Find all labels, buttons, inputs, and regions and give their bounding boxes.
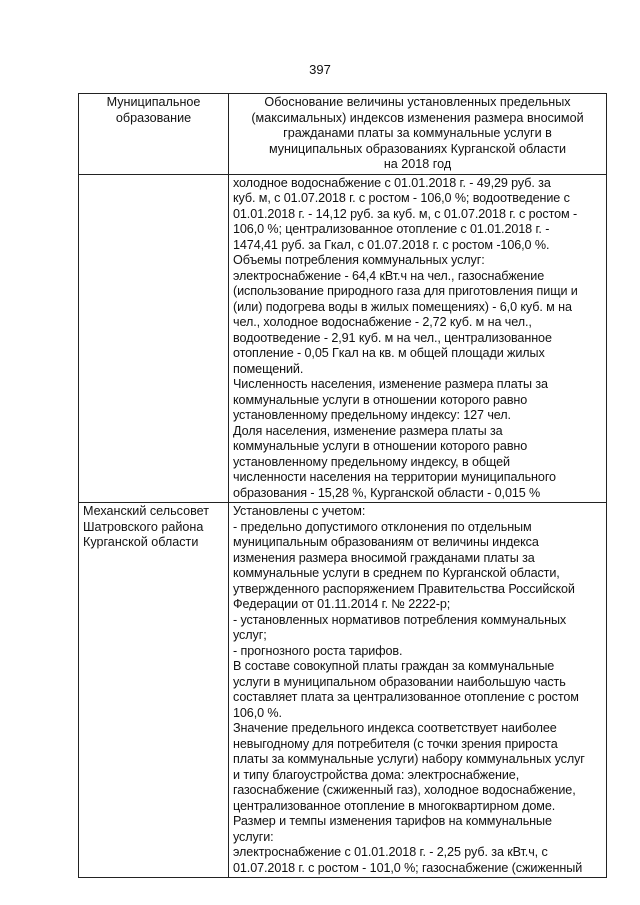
text-line: помещений. <box>233 361 304 376</box>
text-line: платы за коммунальные услуги) набору коммунальных услуг <box>233 752 585 766</box>
text-line: - предельно допустимого отклонения по отдельным <box>233 519 532 534</box>
text-line: 01.07.2018 г. с ростом - 101,0 %; газоснабжение (сжиженный <box>233 860 583 875</box>
text-line: электроснабжение - 64,4 кВт.ч на чел., газоснабжение <box>233 268 545 283</box>
text-line: водоотведение - 2,91 куб. м на чел., централизованное <box>233 330 552 345</box>
text-line: Установлены с учетом: <box>233 504 366 518</box>
text-line: невыгодному для потребителя (с точки зрения прироста <box>233 736 558 751</box>
text-line: численности населения на территории муниципального <box>233 470 556 484</box>
text-line: изменения размера вносимой гражданами платы за <box>233 550 535 565</box>
text-line: 106,0 %. <box>233 705 282 720</box>
justification-cell <box>229 174 607 503</box>
page-number: 397 <box>309 62 331 77</box>
text-line: Объемы потребления коммунальных услуг: <box>233 253 485 267</box>
text-line: газоснабжение (сжиженный газ), холодное водоснабжение, <box>233 783 576 797</box>
text-line: услуги: <box>233 829 274 844</box>
municipality-cell <box>79 174 229 503</box>
text-line: Значение предельного индекса соответствует наиболее <box>233 721 557 735</box>
text-line: - прогнозного роста тарифов. <box>233 643 403 658</box>
header-line: (максимальных) индексов изменения размера вносимой <box>251 110 584 125</box>
header-line: муниципальных образованиях Курганской области <box>268 141 567 156</box>
municipality-line: Механский сельсовет <box>83 504 209 518</box>
municipality-cell <box>79 503 229 878</box>
text-line: утвержденного распоряжением Правительства Российской <box>233 581 575 596</box>
text-line: 01.01.2018 г. - 14,12 руб. за куб. м, с 01.07.2018 г. с ростом - <box>233 206 578 221</box>
text-line: - установленных нормативов потребления коммунальных <box>233 612 567 627</box>
text-line: услуг; <box>233 628 267 642</box>
text-line: Размер и темпы изменения тарифов на коммунальные <box>233 814 552 828</box>
municipality-line: Курганской области <box>83 535 199 549</box>
header-line: Обоснование величины установленных предельных <box>264 95 571 109</box>
table-header-row <box>79 94 607 175</box>
header-line: гражданами платы за коммунальные услуги в <box>283 126 552 140</box>
text-line: В составе совокупной платы граждан за коммунальные <box>233 659 555 673</box>
header-line: Муниципальное <box>106 95 201 109</box>
text-line: 1474,41 руб. за Гкал, с 01.07.2018 г. с ростом -106,0 %. <box>233 237 550 252</box>
text-line: образования - 15,28 %, Курганской области - 0,015 % <box>233 485 541 500</box>
text-line: и типу благоустройства дома: электроснабжение, <box>233 767 520 782</box>
text-line: коммунальные услуги в отношении которого равно <box>233 439 528 453</box>
text-line: (или) подогрева воды в жилых помещениях) - 6,0 куб. м на <box>233 299 572 314</box>
text-line: куб. м, с 01.07.2018 г. с ростом - 106,0 %; водоотведение с <box>233 191 570 205</box>
text-line: (использование природного газа для приготовления пищи и <box>233 284 578 298</box>
text-line: составляет плата за централизованное отопление с ростом <box>233 690 579 704</box>
justification-cell <box>229 503 607 878</box>
text-line: централизованное отопление в многоквартирном доме. <box>233 798 556 813</box>
header-municipality <box>79 94 229 175</box>
header-justification <box>229 94 607 175</box>
text-line: услуги в муниципальном образовании наибольшую часть <box>233 674 566 689</box>
text-line: электроснабжение с 01.01.2018 г. - 2,25 руб. за кВт.ч, с <box>233 845 548 859</box>
text-line: установленному предельному индексу, в общей <box>233 454 510 469</box>
header-line: образование <box>115 110 192 125</box>
text-line: Численность населения, изменение размера платы за <box>233 377 548 391</box>
text-line: отопление - 0,05 Гкал на кв. м общей площади жилых <box>233 346 545 360</box>
municipality-line: Шатровского района <box>83 519 204 534</box>
text-line: 106,0 %; централизованное отопление с 01.01.2018 г. - <box>233 222 550 236</box>
text-line: коммунальные услуги в отношении которого равно <box>233 392 528 407</box>
text-line: чел., холодное водоснабжение - 2,72 куб. м на чел., <box>233 315 532 329</box>
table-row <box>79 503 607 878</box>
text-line: муниципальным образованиям от величины индекса <box>233 535 539 549</box>
table-row <box>79 174 607 503</box>
tariff-table <box>78 93 607 878</box>
header-line: на 2018 год <box>383 157 452 171</box>
text-line: холодное водоснабжение с 01.01.2018 г. - 49,29 руб. за <box>233 175 551 190</box>
text-line: коммунальные услуги в среднем по Курганской области, <box>233 566 560 580</box>
text-line: Федерации от 01.11.2014 г. № 2222-р; <box>233 597 451 611</box>
text-line: Доля населения, изменение размера платы за <box>233 423 503 438</box>
text-line: установленному предельному индексу: 127 чел. <box>233 408 511 422</box>
